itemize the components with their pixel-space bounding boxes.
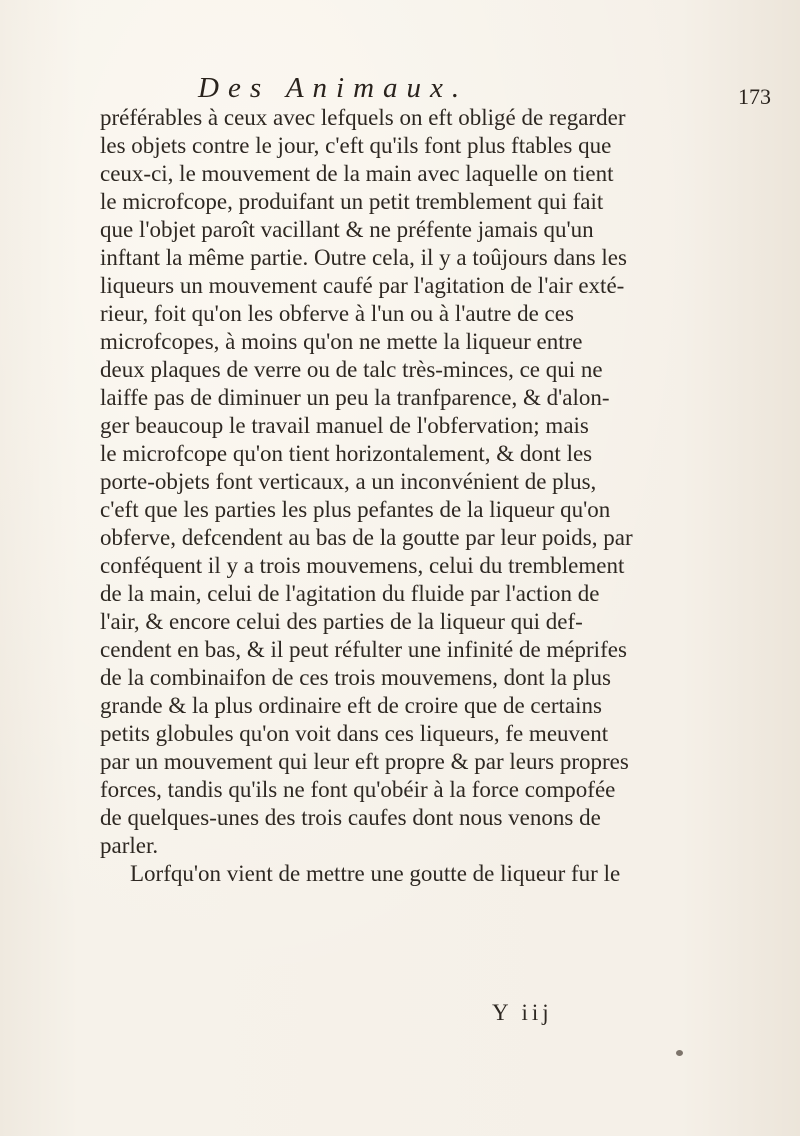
text-line: conféquent il y a trois mouvemens, celui du tremblement <box>100 553 625 578</box>
text-line: liqueurs un mouvement caufé par l'agitation de l'air exté- <box>100 273 625 298</box>
body-text <box>100 104 800 888</box>
text-line: les objets contre le jour, c'eft qu'ils font plus ftables que <box>100 133 612 158</box>
text-line: l'air, & encore celui des parties de la liqueur qui def- <box>100 609 583 634</box>
text-line: préférables à ceux avec lefquels on eft obligé de regarder <box>100 105 626 130</box>
text-line: que l'objet paroît vacillant & ne préfente jamais qu'un <box>100 217 594 242</box>
text-line: petits globules qu'on voit dans ces liqueurs, fe meuvent <box>100 721 609 746</box>
text-line: ceux-ci, le mouvement de la main avec laquelle on tient <box>100 161 614 186</box>
text-line: microfcopes, à moins qu'on ne mette la liqueur entre <box>100 329 583 354</box>
signature-mark: Y iij <box>492 1000 553 1025</box>
text-line: le microfcope, produifant un petit tremblement qui fait <box>100 189 604 214</box>
ink-speck <box>676 1050 683 1056</box>
text-line: de la main, celui de l'agitation du fluide par l'action de <box>100 581 600 606</box>
running-title: Des Animaux. <box>198 72 469 104</box>
text-line: deux plaques de verre ou de talc très-minces, ce qui ne <box>100 357 603 382</box>
text-line: inftant la même partie. Outre cela, il y a toûjours dans les <box>100 245 627 270</box>
text-line: parler. <box>100 833 159 858</box>
text-line: laiffe pas de diminuer un peu la tranfparence, & d'alon- <box>100 385 610 410</box>
text-line: c'eft que les parties les plus pefantes de la liqueur qu'on <box>100 497 611 522</box>
text-line: obferve, defcendent au bas de la goutte par leur poids, par <box>100 525 633 550</box>
text-line: cendent en bas, & il peut réfulter une infinité de méprifes <box>100 637 627 662</box>
text-line: de quelques-unes des trois caufes dont nous venons de <box>100 805 601 830</box>
text-line: de la combinaifon de ces trois mouvemens, dont la plus <box>100 665 611 690</box>
paragraph-start-line: Lorfqu'on vient de mettre une goutte de liqueur fur le <box>130 861 621 886</box>
text-line: le microfcope qu'on tient horizontalement, & dont les <box>100 441 593 466</box>
page-number: 173 <box>738 84 771 109</box>
text-line: grande & la plus ordinaire eft de croire que de certains <box>100 693 602 718</box>
text-line: ger beaucoup le travail manuel de l'obfervation; mais <box>100 413 589 438</box>
text-line: porte-objets font verticaux, a un inconvénient de plus, <box>100 469 597 494</box>
text-line: par un mouvement qui leur eft propre & par leurs propres <box>100 749 629 774</box>
text-line: rieur, foit qu'on les obferve à l'un ou à l'autre de ces <box>100 301 574 326</box>
text-line: forces, tandis qu'ils ne font qu'obéir à la force compofée <box>100 777 616 802</box>
